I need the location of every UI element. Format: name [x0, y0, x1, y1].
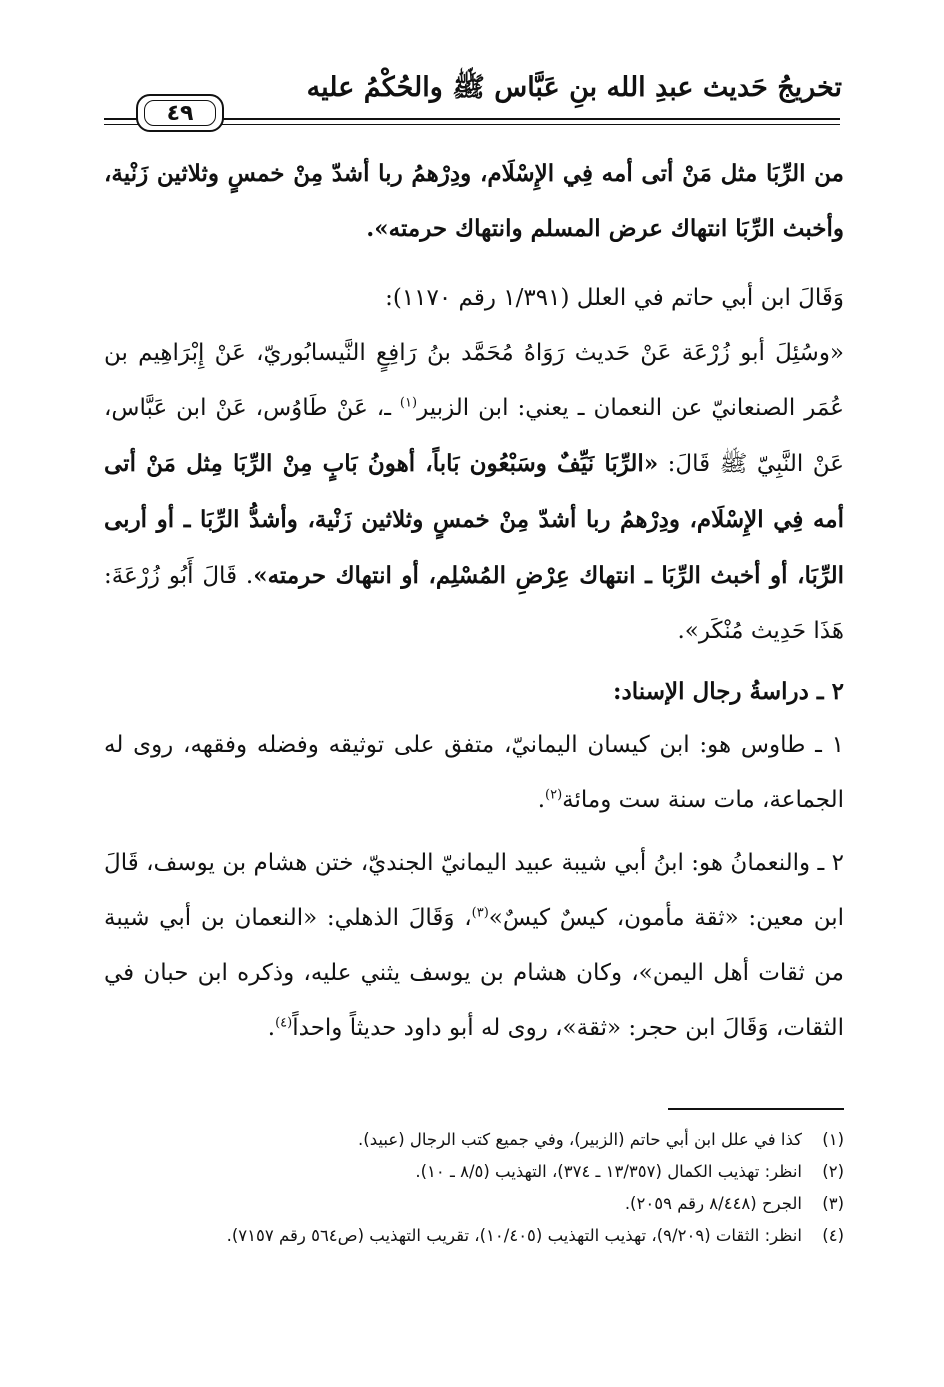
page-number-frame: [136, 94, 224, 132]
footnote-number: (٣): [822, 1194, 844, 1213]
footnote-text: انظر: تهذيب الكمال (١٣/٣٥٧ ـ ٣٧٤)، التهذيب (٨/٥ ـ ١٠).: [415, 1162, 802, 1181]
paragraph-numan: [104, 836, 844, 1056]
paragraph-tawus: [104, 718, 844, 828]
paragraph-ilal-reference: وَقَالَ ابن أبي حاتم في العلل (١/٣٩١ رقم ١١٧٠):: [385, 285, 844, 311]
running-header-title: تخريجُ حَديث عبدِ الله بنِ عَبَّاس ﷺ والحُكْمُ عليه: [306, 72, 842, 103]
footnote-item: [99, 1220, 844, 1252]
footnote-ref-4: (٤): [275, 1015, 293, 1031]
footnote-item: [99, 1124, 844, 1156]
numan-text-start: ٢ ـ والنعمانُ هو: ابنُ أبي شيبة عبيد اليمانيّ الجنديّ، ختن هشام بن يوسف، قَالَ ابن معين: «ثقة مأمون، كيسٌ كيسٌ»: [104, 850, 844, 931]
footnote-text: كذا في علل ابن أبي حاتم (الزبير)، وفي جميع كتب الرجال (عبيد).: [358, 1130, 802, 1149]
footnote-number: (٢): [822, 1162, 844, 1181]
footnote-text: الجرح (٨/٤٤٨ رقم ٢٠٥٩).: [624, 1194, 802, 1213]
numan-text-end: .: [267, 1015, 276, 1041]
footnote-ref-2: (٢): [545, 787, 563, 803]
footnote-ref-1: (١): [399, 395, 418, 411]
footnote-item: [99, 1156, 844, 1188]
footnotes: [99, 1124, 844, 1252]
section-heading: ٢ ـ دراسةُ رجال الإسناد:: [613, 678, 844, 705]
footnote-text: انظر: الثقات (٩/٢٠٩)، تهذيب التهذيب (١٠/٤٠٥)، تقريب التهذيب (ص٥٦٤ رقم ٧١٥٧).: [226, 1226, 802, 1245]
quote-text-end: . قَالَ أَبُو زُرْعَةَ: هَذَا حَدِيث مُنْكَر».: [104, 563, 844, 644]
tawus-text-end: .: [537, 787, 546, 813]
footnote-number: (١): [822, 1130, 844, 1149]
footnote-number: (٤): [822, 1226, 844, 1245]
paragraph-hadith-continuation: من الرِّبَا مثل مَنْ أتى أمه فِي الإِسْلَام، ودِرْهمُ ربا أشدّ مِنْ خمسٍ وثلاثين زَنْية، وأخبث الرِّبَا انتهاك عرض المسلم وانتهاك حرمته».: [104, 160, 844, 242]
hadith-text-bold: «الرِّبَا نَيِّفٌ وسَبْعُون بَاباً، أهونُ بَابٍ مِنْ الرِّبَا مِثل مَنْ أتى أمه فِي الإِسْلَام، ودِرْهمُ ربا أشدّ مِنْ خمسٍ وثلاثين زَنْية، وأشدُّ الرِّبَا ـ أو أربى الرِّبَا، أو أخبث الرِّبَا ـ انتهاك عِرْضِ المُسْلِم، أو انتهاك حرمته»: [104, 450, 844, 589]
tawus-text: ١ ـ طاوس هو: ابن كيسان اليمانيّ، متفق على توثيقه وفضله وفقهه، روى له الجماعة، مات سنة ست ومائة: [104, 732, 844, 813]
footnote-ref-3: (٣): [471, 905, 489, 921]
page-number: ٤٩: [144, 100, 216, 126]
numan-text-middle: ، وَقَالَ الذهلي: «النعمان بن أبي شيبة من ثقات أهل اليمن»، وكان هشام بن يوسف يثني عليه، وذكره ابن حبان في الثقات، وَقَالَ ابن حجر: «ثقة»، روى له أبو داود حديثاً واحداً: [104, 905, 844, 1041]
quote-text-start: «وسُئِلَ أبو زُرْعَة عَنْ حَديث رَوَاهُ مُحَمَّد بنُ رَافِعٍ النَّيسابُوريّ، عَنْ إِبْرَاهِيم بن عُمَر الصنعانيّ عن النعمان ـ يعني: ابن الزبير: [104, 340, 844, 421]
footnote-separator: [668, 1108, 844, 1110]
paragraph-abu-zurah-quote: [104, 326, 844, 659]
quote-text-middle: ـ، عَنْ طَاوُس، عَنْ ابن عَبَّاس، عَنْ النَّبِيّ ﷺ قَالَ:: [104, 395, 844, 477]
footnote-item: [99, 1188, 844, 1220]
